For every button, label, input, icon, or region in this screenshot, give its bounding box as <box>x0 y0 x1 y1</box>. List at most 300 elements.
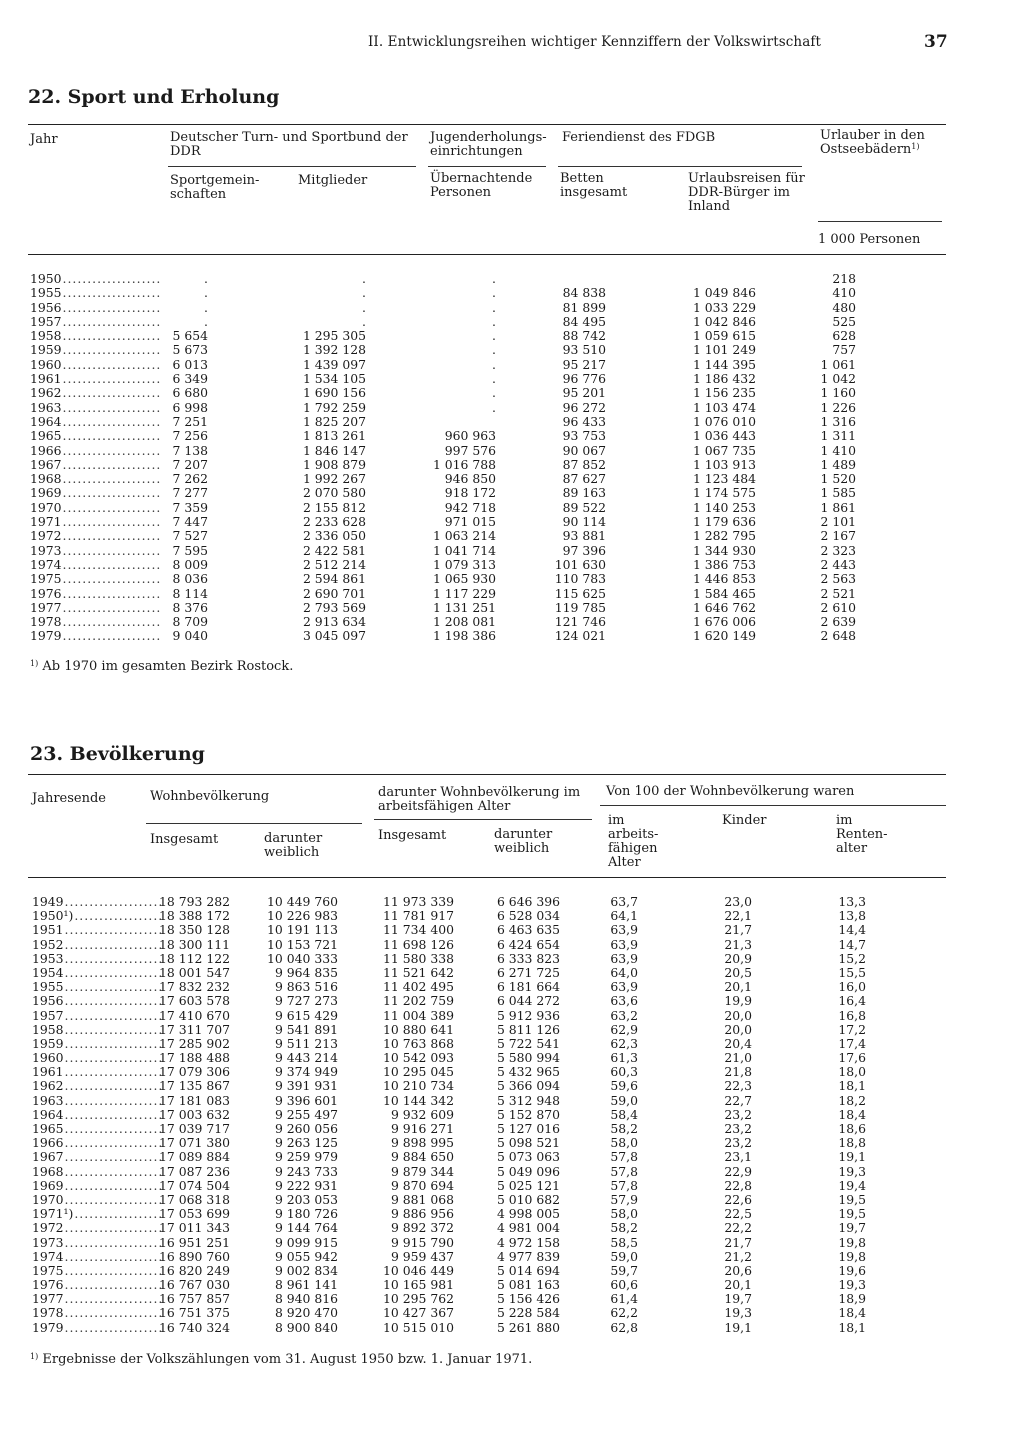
cell-urlauber: 1 042 <box>820 371 856 387</box>
cell-pct-arbeitsfaehig: 59,6 <box>610 1078 638 1094</box>
cell-urlaubsreisen: 1 620 149 <box>692 628 756 644</box>
cell-wohnbev-weiblich: 9 541 891 <box>274 1021 338 1037</box>
t23-header-darunter-weiblich2: darunter weiblich <box>494 827 553 856</box>
cell-year: 1973 <box>30 542 62 558</box>
cell-betten: 110 783 <box>554 571 606 587</box>
dot-leader: .................... <box>64 1248 164 1264</box>
cell-sportgemeinschaften: 8 009 <box>172 556 208 572</box>
dot-leader: .................... <box>62 528 162 544</box>
cell-year: 1979 <box>30 628 62 644</box>
cell-wohnbev-weiblich: 10 191 113 <box>267 922 338 938</box>
cell-wohnbev-weiblich: 9 203 053 <box>274 1191 338 1207</box>
cell-urlauber: 1 585 <box>820 485 856 501</box>
cell-sportgemeinschaften: . <box>204 299 208 315</box>
cell-arbeitsfaehig-weiblich: 5 261 880 <box>496 1319 560 1335</box>
cell-urlaubsreisen: 1 123 484 <box>692 471 756 487</box>
cell-wohnbev-insgesamt: 17 079 306 <box>159 1064 230 1080</box>
cell-sportgemeinschaften: 6 998 <box>172 399 208 415</box>
cell-pct-arbeitsfaehig: 62,3 <box>610 1035 638 1051</box>
dot-leader: .................... <box>64 1064 164 1080</box>
cell-arbeitsfaehig-weiblich: 5 049 096 <box>496 1163 560 1179</box>
cell-pct-rentenalter: 17,6 <box>838 1050 866 1066</box>
t22-header-sportgemeinschaften: Sportgemein-schaften <box>170 173 260 202</box>
cell-wohnbev-insgesamt: 17 832 232 <box>159 979 230 995</box>
cell-arbeitsfaehig-weiblich: 6 333 823 <box>496 950 560 966</box>
cell-urlaubsreisen: 1 101 249 <box>692 342 756 358</box>
cell-arbeitsfaehig-weiblich: 5 025 121 <box>496 1177 560 1193</box>
cell-pct-arbeitsfaehig: 59,7 <box>610 1262 638 1278</box>
cell-year: 1978 <box>32 1305 64 1321</box>
cell-wohnbev-weiblich: 9 260 056 <box>274 1121 338 1136</box>
cell-wohnbev-weiblich: 9 964 835 <box>274 964 338 980</box>
dot-leader: .................. <box>74 1206 164 1222</box>
cell-year: 1964 <box>30 413 62 429</box>
cell-urlaubsreisen: 1 446 853 <box>692 571 756 587</box>
cell-urlauber: 628 <box>832 328 856 344</box>
t22-header-mitglieder: Mitglieder <box>298 173 368 188</box>
cell-uebernachtende: 997 576 <box>444 442 496 458</box>
cell-year: 1963 <box>32 1092 64 1108</box>
cell-wohnbev-insgesamt: 17 603 578 <box>159 993 230 1009</box>
cell-wohnbev-insgesamt: 18 300 111 <box>159 936 230 952</box>
table23-header-bottom-rule <box>28 877 946 878</box>
cell-sportgemeinschaften: 8 114 <box>172 585 208 601</box>
cell-uebernachtende: 1 079 313 <box>432 556 496 572</box>
cell-urlauber: 1 410 <box>820 442 856 458</box>
cell-urlaubsreisen: 1 174 575 <box>692 485 756 501</box>
cell-mitglieder: 2 336 050 <box>302 528 366 544</box>
dot-leader: .................... <box>64 1277 164 1293</box>
cell-year: 1950¹) <box>32 908 74 924</box>
cell-mitglieder: 2 155 812 <box>302 499 366 515</box>
cell-arbeitsfaehig-insgesamt: 10 763 868 <box>383 1035 454 1051</box>
table22-header-bottom-rule <box>28 254 946 255</box>
cell-sportgemeinschaften: 7 277 <box>172 485 208 501</box>
cell-year: 1974 <box>30 556 62 572</box>
t23-wohnbev-rule <box>146 823 362 824</box>
cell-sportgemeinschaften: 7 207 <box>172 456 208 472</box>
cell-sportgemeinschaften: . <box>204 271 208 286</box>
dot-leader: .................... <box>62 471 162 487</box>
cell-betten: 84 495 <box>562 313 606 329</box>
t23-header-arbeitsfaehigen-alter: im arbeits-fähigen Alter <box>608 813 659 870</box>
cell-pct-kinder: 20,9 <box>724 950 752 966</box>
dot-leader: .................... <box>64 1149 164 1165</box>
cell-pct-kinder: 22,5 <box>724 1206 752 1222</box>
cell-urlaubsreisen: 1 103 474 <box>692 399 756 415</box>
cell-pct-rentenalter: 18,9 <box>838 1291 866 1307</box>
cell-pct-kinder: 22,8 <box>724 1177 752 1193</box>
cell-wohnbev-insgesamt: 16 820 249 <box>159 1262 230 1278</box>
cell-pct-rentenalter: 14,4 <box>838 922 866 938</box>
cell-pct-arbeitsfaehig: 60,6 <box>610 1277 638 1293</box>
cell-urlauber: 218 <box>832 271 856 286</box>
cell-wohnbev-weiblich: 9 396 601 <box>274 1092 338 1108</box>
cell-year: 1963 <box>30 399 62 415</box>
cell-urlauber: 1 061 <box>820 356 856 372</box>
t23-header-wohnbev: Wohnbevölkerung <box>150 789 270 804</box>
cell-pct-kinder: 22,7 <box>724 1092 752 1108</box>
cell-wohnbev-weiblich: 9 727 273 <box>274 993 338 1009</box>
cell-uebernachtende: . <box>492 299 496 315</box>
cell-wohnbev-insgesamt: 17 188 488 <box>159 1050 230 1066</box>
cell-urlauber: 525 <box>832 313 856 329</box>
cell-pct-kinder: 19,9 <box>724 993 752 1009</box>
cell-betten: 119 785 <box>554 599 606 615</box>
cell-pct-rentenalter: 18,0 <box>838 1064 866 1080</box>
cell-arbeitsfaehig-weiblich: 5 228 584 <box>496 1305 560 1321</box>
t22-header-urlauber: Urlauber in den Ostseebädern$^{1)}$ <box>820 128 925 157</box>
cell-wohnbev-insgesamt: 16 757 857 <box>159 1291 230 1307</box>
cell-mitglieder: 2 793 569 <box>302 599 366 615</box>
cell-year: 1955 <box>32 979 64 995</box>
cell-year: 1971¹) <box>32 1206 74 1222</box>
cell-mitglieder: 1 792 259 <box>302 399 366 415</box>
cell-mitglieder: 3 045 097 <box>302 628 366 644</box>
cell-year: 1972 <box>30 528 62 544</box>
cell-year: 1957 <box>30 313 62 329</box>
cell-wohnbev-insgesamt: 17 089 884 <box>159 1149 230 1165</box>
dot-leader: .................... <box>62 585 162 601</box>
t23-header-rentenalter: im Renten-alter <box>836 813 888 856</box>
cell-arbeitsfaehig-insgesamt: 9 884 650 <box>390 1149 454 1165</box>
table23-title: 23. Bevölkerung <box>30 743 205 765</box>
cell-betten: 90 067 <box>562 442 606 458</box>
dot-leader: .................... <box>64 1007 164 1023</box>
dot-leader: .................... <box>64 936 164 952</box>
dot-leader: .................... <box>62 285 162 301</box>
cell-urlauber: 1 316 <box>820 413 856 429</box>
cell-year: 1956 <box>30 299 62 315</box>
cell-mitglieder: 1 690 156 <box>302 385 366 401</box>
cell-pct-kinder: 23,1 <box>724 1149 752 1165</box>
cell-sportgemeinschaften: 6 013 <box>172 356 208 372</box>
cell-urlauber: 2 521 <box>820 585 856 601</box>
table23-footnote: $^{1)}$ Ergebnisse der Volkszählungen vom 31. August 1950 bzw. 1. Januar 1971. <box>30 1352 533 1367</box>
cell-arbeitsfaehig-insgesamt: 11 580 338 <box>383 950 454 966</box>
t23-header-darunter-weiblich: darunter weiblich <box>264 831 323 860</box>
cell-sportgemeinschaften: 7 359 <box>172 499 208 515</box>
cell-urlauber: 410 <box>832 285 856 301</box>
cell-year: 1974 <box>32 1248 64 1264</box>
cell-uebernachtende: 1 208 081 <box>432 614 496 630</box>
cell-urlauber: 2 639 <box>820 614 856 630</box>
cell-year: 1955 <box>30 285 62 301</box>
table22-title: 22. Sport und Erholung <box>28 86 280 108</box>
t22-dtsb-rule <box>168 166 416 167</box>
cell-arbeitsfaehig-weiblich: 5 811 126 <box>496 1021 560 1037</box>
cell-arbeitsfaehig-insgesamt: 9 886 956 <box>390 1206 454 1222</box>
cell-arbeitsfaehig-insgesamt: 9 959 437 <box>390 1248 454 1264</box>
cell-uebernachtende: . <box>492 371 496 387</box>
cell-pct-arbeitsfaehig: 57,8 <box>610 1177 638 1193</box>
cell-mitglieder: 2 690 701 <box>302 585 366 601</box>
cell-year: 1970 <box>30 499 62 515</box>
t22-urlauber-footnote-mark: 1) <box>911 142 920 151</box>
cell-arbeitsfaehig-insgesamt: 9 881 068 <box>390 1191 454 1207</box>
cell-sportgemeinschaften: 5 654 <box>172 328 208 344</box>
cell-pct-rentenalter: 19,1 <box>838 1149 866 1165</box>
cell-urlauber: 1 489 <box>820 456 856 472</box>
dot-leader: .................... <box>64 1262 164 1278</box>
cell-sportgemeinschaften: 9 040 <box>172 628 208 644</box>
table22-top-rule <box>28 124 946 125</box>
cell-urlaubsreisen: 1 282 795 <box>692 528 756 544</box>
cell-wohnbev-insgesamt: 17 311 707 <box>159 1021 230 1037</box>
cell-urlaubsreisen: 1 186 432 <box>692 371 756 387</box>
cell-mitglieder: 1 534 105 <box>302 371 366 387</box>
table23-top-rule <box>28 774 946 775</box>
cell-wohnbev-insgesamt: 17 003 632 <box>159 1106 230 1122</box>
cell-arbeitsfaehig-weiblich: 5 152 870 <box>496 1106 560 1122</box>
cell-arbeitsfaehig-insgesamt: 9 932 609 <box>390 1106 454 1122</box>
cell-arbeitsfaehig-insgesamt: 10 515 010 <box>383 1319 454 1335</box>
cell-year: 1973 <box>32 1234 64 1250</box>
cell-wohnbev-insgesamt: 17 135 867 <box>159 1078 230 1094</box>
cell-urlauber: 1 160 <box>820 385 856 401</box>
dot-leader: .................... <box>64 1234 164 1250</box>
dot-leader: .................... <box>64 1106 164 1122</box>
cell-pct-kinder: 23,2 <box>724 1135 752 1151</box>
cell-wohnbev-insgesamt: 18 112 122 <box>159 950 230 966</box>
cell-year: 1969 <box>30 485 62 501</box>
dot-leader: .................... <box>62 385 162 401</box>
cell-betten: 88 742 <box>562 328 606 344</box>
cell-mitglieder: 1 992 267 <box>302 471 366 487</box>
cell-year: 1967 <box>32 1149 64 1165</box>
cell-urlaubsreisen: 1 076 010 <box>692 413 756 429</box>
cell-wohnbev-weiblich: 9 255 497 <box>274 1106 338 1122</box>
cell-pct-rentenalter: 18,2 <box>838 1092 866 1108</box>
cell-pct-arbeitsfaehig: 63,6 <box>610 993 638 1009</box>
cell-uebernachtende: 971 015 <box>444 514 496 530</box>
cell-mitglieder: 2 594 861 <box>302 571 366 587</box>
cell-arbeitsfaehig-insgesamt: 10 542 093 <box>383 1050 454 1066</box>
cell-wohnbev-insgesamt: 18 350 128 <box>159 922 230 938</box>
cell-betten: 81 899 <box>562 299 606 315</box>
dot-leader: .................... <box>64 1291 164 1307</box>
cell-wohnbev-weiblich: 9 863 516 <box>274 979 338 995</box>
cell-year: 1960 <box>30 356 62 372</box>
cell-pct-rentenalter: 17,2 <box>838 1021 866 1037</box>
cell-mitglieder: 1 908 879 <box>302 456 366 472</box>
cell-betten: 87 852 <box>562 456 606 472</box>
cell-pct-arbeitsfaehig: 64,0 <box>610 964 638 980</box>
cell-wohnbev-insgesamt: 17 074 504 <box>159 1177 230 1193</box>
cell-pct-rentenalter: 18,4 <box>838 1106 866 1122</box>
cell-year: 1949 <box>32 894 64 909</box>
cell-year: 1950 <box>30 271 62 286</box>
dot-leader: .................... <box>64 1191 164 1207</box>
cell-wohnbev-insgesamt: 18 001 547 <box>159 964 230 980</box>
cell-year: 1953 <box>32 950 64 966</box>
cell-wohnbev-insgesamt: 18 793 282 <box>159 894 230 909</box>
cell-pct-rentenalter: 19,8 <box>838 1248 866 1264</box>
cell-wohnbev-weiblich: 9 511 213 <box>274 1035 338 1051</box>
cell-pct-arbeitsfaehig: 63,9 <box>610 922 638 938</box>
cell-pct-arbeitsfaehig: 59,0 <box>610 1248 638 1264</box>
cell-arbeitsfaehig-weiblich: 6 528 034 <box>496 908 560 924</box>
cell-year: 1965 <box>30 428 62 444</box>
cell-arbeitsfaehig-weiblich: 5 010 682 <box>496 1191 560 1207</box>
cell-arbeitsfaehig-insgesamt: 11 781 917 <box>383 908 454 924</box>
cell-arbeitsfaehig-weiblich: 5 098 521 <box>496 1135 560 1151</box>
t22-header-uebernachtende: Übernachtende Personen <box>430 171 533 200</box>
cell-uebernachtende: . <box>492 271 496 286</box>
cell-sportgemeinschaften: 7 256 <box>172 428 208 444</box>
cell-arbeitsfaehig-weiblich: 6 181 664 <box>496 979 560 995</box>
cell-wohnbev-weiblich: 8 920 470 <box>274 1305 338 1321</box>
cell-urlauber: 2 443 <box>820 556 856 572</box>
cell-pct-rentenalter: 19,6 <box>838 1262 866 1278</box>
cell-betten: 96 433 <box>562 413 606 429</box>
cell-urlaubsreisen: 1 156 235 <box>692 385 756 401</box>
cell-pct-kinder: 20,0 <box>724 1007 752 1023</box>
cell-pct-kinder: 21,3 <box>724 936 752 952</box>
cell-sportgemeinschaften: 7 138 <box>172 442 208 458</box>
t23-header-von100: Von 100 der Wohnbevölkerung waren <box>606 784 855 799</box>
t22-jugend-rule <box>428 166 546 167</box>
cell-arbeitsfaehig-weiblich: 6 424 654 <box>496 936 560 952</box>
cell-urlaubsreisen: 1 144 395 <box>692 356 756 372</box>
cell-wohnbev-insgesamt: 17 068 318 <box>159 1191 230 1207</box>
dot-leader: .................... <box>62 514 162 530</box>
cell-urlaubsreisen: 1 676 006 <box>692 614 756 630</box>
cell-pct-kinder: 23,2 <box>724 1106 752 1122</box>
cell-year: 1958 <box>32 1021 64 1037</box>
cell-pct-rentenalter: 15,5 <box>838 964 866 980</box>
cell-pct-arbeitsfaehig: 58,5 <box>610 1234 638 1250</box>
cell-urlaubsreisen: 1 049 846 <box>692 285 756 301</box>
cell-urlaubsreisen: 1 059 615 <box>692 328 756 344</box>
cell-urlaubsreisen: 1 386 753 <box>692 556 756 572</box>
dot-leader: .................... <box>64 894 164 909</box>
cell-arbeitsfaehig-insgesamt: 10 144 342 <box>383 1092 454 1108</box>
cell-pct-arbeitsfaehig: 58,2 <box>610 1220 638 1236</box>
cell-pct-arbeitsfaehig: 61,4 <box>610 1291 638 1307</box>
cell-wohnbev-insgesamt: 17 071 380 <box>159 1135 230 1151</box>
t22-header-dtsb: Deutscher Turn- und Sportbund der DDR <box>170 130 408 159</box>
cell-pct-arbeitsfaehig: 58,2 <box>610 1121 638 1136</box>
cell-pct-rentenalter: 16,8 <box>838 1007 866 1023</box>
cell-pct-rentenalter: 18,1 <box>838 1319 866 1335</box>
cell-pct-kinder: 20,0 <box>724 1021 752 1037</box>
dot-leader: .................... <box>62 413 162 429</box>
cell-arbeitsfaehig-insgesamt: 9 898 995 <box>390 1135 454 1151</box>
cell-arbeitsfaehig-insgesamt: 9 892 372 <box>390 1220 454 1236</box>
cell-uebernachtende: . <box>492 356 496 372</box>
cell-wohnbev-insgesamt: 16 951 251 <box>159 1234 230 1250</box>
cell-pct-rentenalter: 19,8 <box>838 1234 866 1250</box>
cell-arbeitsfaehig-insgesamt: 10 427 367 <box>383 1305 454 1321</box>
dot-leader: .................... <box>62 399 162 415</box>
cell-urlauber: 1 861 <box>820 499 856 515</box>
cell-uebernachtende: 942 718 <box>444 499 496 515</box>
cell-mitglieder: . <box>362 285 366 301</box>
cell-pct-arbeitsfaehig: 62,2 <box>610 1305 638 1321</box>
cell-mitglieder: 2 233 628 <box>302 514 366 530</box>
cell-wohnbev-insgesamt: 17 039 717 <box>159 1121 230 1136</box>
cell-wohnbev-insgesamt: 17 181 083 <box>159 1092 230 1108</box>
cell-pct-kinder: 22,2 <box>724 1220 752 1236</box>
cell-wohnbev-insgesamt: 17 011 343 <box>159 1220 230 1236</box>
cell-year: 1969 <box>32 1177 64 1193</box>
cell-pct-kinder: 22,9 <box>724 1163 752 1179</box>
cell-arbeitsfaehig-weiblich: 5 127 016 <box>496 1121 560 1136</box>
cell-wohnbev-weiblich: 10 226 983 <box>267 908 338 924</box>
cell-pct-arbeitsfaehig: 63,9 <box>610 979 638 995</box>
cell-year: 1976 <box>32 1277 64 1293</box>
cell-year: 1960 <box>32 1050 64 1066</box>
cell-pct-arbeitsfaehig: 63,7 <box>610 894 638 909</box>
cell-uebernachtende: 918 172 <box>444 485 496 501</box>
cell-year: 1967 <box>30 456 62 472</box>
cell-arbeitsfaehig-weiblich: 5 912 936 <box>496 1007 560 1023</box>
cell-pct-rentenalter: 13,3 <box>838 894 866 909</box>
cell-betten: 124 021 <box>554 628 606 644</box>
cell-wohnbev-weiblich: 9 180 726 <box>274 1206 338 1222</box>
t23-header-insgesamt: Insgesamt <box>150 832 219 847</box>
cell-sportgemeinschaften: . <box>204 313 208 329</box>
t23-arbeitsfaehig-rule <box>374 819 592 820</box>
cell-uebernachtende: 960 963 <box>444 428 496 444</box>
cell-uebernachtende: . <box>492 385 496 401</box>
cell-sportgemeinschaften: 7 447 <box>172 514 208 530</box>
cell-urlaubsreisen: 1 067 735 <box>692 442 756 458</box>
cell-wohnbev-weiblich: 9 099 915 <box>274 1234 338 1250</box>
t23-header-insgesamt2: Insgesamt <box>378 828 447 843</box>
dot-leader: .................... <box>64 1177 164 1193</box>
dot-leader: .................... <box>64 993 164 1009</box>
cell-betten: 121 746 <box>554 614 606 630</box>
cell-betten: 101 630 <box>554 556 606 572</box>
cell-uebernachtende: 946 850 <box>444 471 496 487</box>
cell-pct-rentenalter: 15,2 <box>838 950 866 966</box>
cell-year: 1961 <box>30 371 62 387</box>
cell-arbeitsfaehig-weiblich: 5 722 541 <box>496 1035 560 1051</box>
running-header: II. Entwicklungsreihen wichtiger Kennziffern der Volkswirtschaft <box>368 34 821 50</box>
cell-uebernachtende: . <box>492 313 496 329</box>
cell-wohnbev-insgesamt: 17 087 236 <box>159 1163 230 1179</box>
cell-pct-kinder: 23,2 <box>724 1121 752 1136</box>
cell-urlaubsreisen: 1 036 443 <box>692 428 756 444</box>
cell-uebernachtende: 1 117 229 <box>432 585 496 601</box>
cell-year: 1964 <box>32 1106 64 1122</box>
cell-year: 1975 <box>32 1262 64 1278</box>
cell-uebernachtende: 1 063 214 <box>432 528 496 544</box>
cell-pct-rentenalter: 19,3 <box>838 1277 866 1293</box>
dot-leader: .................... <box>64 1092 164 1108</box>
cell-pct-kinder: 19,7 <box>724 1291 752 1307</box>
dot-leader: .................... <box>64 1035 164 1051</box>
cell-pct-kinder: 20,1 <box>724 1277 752 1293</box>
cell-pct-rentenalter: 19,4 <box>838 1177 866 1193</box>
cell-wohnbev-weiblich: 10 040 333 <box>267 950 338 966</box>
dot-leader: .................... <box>62 442 162 458</box>
cell-arbeitsfaehig-insgesamt: 10 165 981 <box>383 1277 454 1293</box>
t22-header-unit: 1 000 Personen <box>818 232 921 247</box>
cell-wohnbev-weiblich: 9 615 429 <box>274 1007 338 1023</box>
cell-year: 1958 <box>30 328 62 344</box>
cell-wohnbev-insgesamt: 17 285 902 <box>159 1035 230 1051</box>
cell-sportgemeinschaften: 5 673 <box>172 342 208 358</box>
dot-leader: .................... <box>62 485 162 501</box>
cell-pct-kinder: 20,1 <box>724 979 752 995</box>
cell-uebernachtende: 1 198 386 <box>432 628 496 644</box>
cell-urlaubsreisen: 1 646 762 <box>692 599 756 615</box>
cell-betten: 95 201 <box>562 385 606 401</box>
dot-leader: .................... <box>62 499 162 515</box>
